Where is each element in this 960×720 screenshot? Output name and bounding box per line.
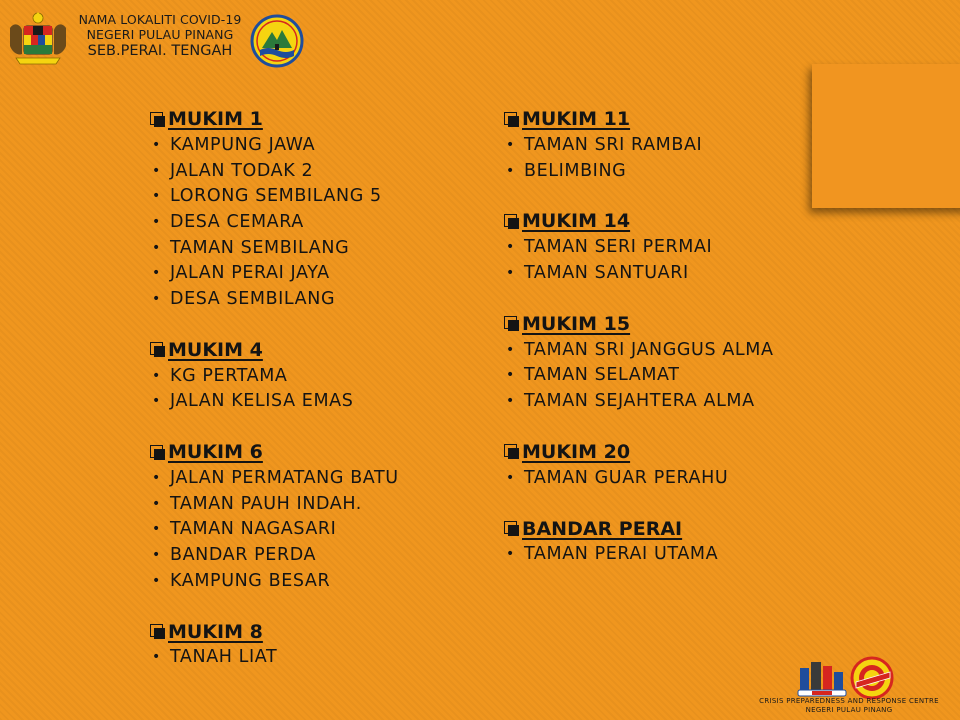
cprc-logo-icon <box>796 658 848 698</box>
footer <box>738 652 960 720</box>
section-title: BANDAR PERAI <box>522 517 683 540</box>
footer-line-1: CRISIS PREPAREDNESS AND RESPONSE CENTRE <box>759 697 939 705</box>
mukim-section <box>504 208 774 285</box>
bullet-icon: • <box>152 495 161 512</box>
locality-name: DESA SEMBILANG <box>170 288 336 309</box>
locality-name: TAMAN PERAI UTAMA <box>524 544 719 565</box>
section-heading <box>150 619 399 645</box>
bullet-icon: • <box>152 547 161 564</box>
list-item <box>150 235 399 261</box>
locality-name: TAMAN SERI PERMAI <box>524 237 713 258</box>
mukim-section <box>504 106 774 183</box>
list-item <box>150 542 399 568</box>
checkbox-bullet-icon <box>504 111 521 128</box>
mukim-section <box>150 439 399 593</box>
section-title: MUKIM 15 <box>522 312 631 335</box>
list-item <box>150 363 399 389</box>
bullet-icon: • <box>506 239 515 256</box>
list-item <box>504 337 774 363</box>
list-item <box>504 234 774 260</box>
list-item <box>150 132 399 158</box>
checkbox-bullet-icon <box>504 315 521 332</box>
header <box>0 0 320 70</box>
bullet-icon: • <box>152 136 161 153</box>
title-block <box>70 12 250 60</box>
list-item <box>150 183 399 209</box>
title-line-3: SEB.PERAI. TENGAH <box>87 43 233 59</box>
list-item <box>504 158 774 184</box>
section-title: MUKIM 20 <box>522 440 631 463</box>
section-title: MUKIM 1 <box>168 108 263 130</box>
locality-name: DESA CEMARA <box>170 211 304 232</box>
list-item <box>504 260 774 286</box>
checkbox-bullet-icon <box>504 213 521 230</box>
list-item <box>150 517 399 543</box>
section-heading <box>504 439 774 465</box>
locality-name: TAMAN NAGASARI <box>170 519 337 540</box>
list-item <box>150 158 399 184</box>
locality-name: TAMAN SANTUARI <box>524 262 689 283</box>
list-item <box>150 389 399 415</box>
section-title: MUKIM 6 <box>168 441 263 464</box>
list-item <box>504 362 774 388</box>
bullet-icon: • <box>506 392 515 409</box>
locality-name: TAMAN SRI JANGGUS ALMA <box>524 339 774 360</box>
bullet-icon: • <box>152 521 161 538</box>
locality-name: TAMAN SELAMAT <box>524 365 680 386</box>
locality-name: TAMAN SRI RAMBAI <box>524 134 703 155</box>
checkbox-bullet-icon <box>150 623 167 640</box>
locality-name: JALAN KELISA EMAS <box>170 391 354 412</box>
section-heading <box>150 337 399 363</box>
section-heading <box>150 106 399 132</box>
locality-name: JALAN TODAK 2 <box>170 160 314 181</box>
mukim-section <box>504 439 774 491</box>
bullet-icon: • <box>152 213 161 230</box>
mukim-section <box>150 337 399 414</box>
bullet-icon: • <box>152 162 161 179</box>
bullet-icon: • <box>152 265 161 282</box>
bullet-icon: • <box>506 546 515 563</box>
bullet-icon: • <box>506 264 515 281</box>
checkbox-bullet-icon <box>150 444 167 461</box>
bullet-icon: • <box>152 470 161 487</box>
list-item <box>150 568 399 594</box>
locality-column-right <box>504 106 774 592</box>
section-title: MUKIM 4 <box>168 338 263 361</box>
bullet-icon: • <box>152 239 161 256</box>
list-item <box>504 465 774 491</box>
title-line-2: NEGERI PULAU PINANG <box>86 27 234 42</box>
checkbox-bullet-icon <box>150 111 167 128</box>
locality-name: KAMPUNG BESAR <box>170 570 331 591</box>
section-heading <box>150 439 399 465</box>
locality-name: TAMAN SEMBILANG <box>170 237 350 258</box>
decorative-panel <box>812 64 960 208</box>
locality-name: JALAN PERAI JAYA <box>170 263 330 284</box>
list-item <box>150 260 399 286</box>
locality-name: KG PERTAMA <box>170 365 288 386</box>
list-item <box>504 132 774 158</box>
section-heading <box>504 311 774 337</box>
mukim-section <box>150 619 399 671</box>
bullet-icon: • <box>506 367 515 384</box>
list-item <box>150 286 399 312</box>
locality-name: TAMAN GUAR PERAHU <box>524 467 729 488</box>
locality-name: KAMPUNG JAWA <box>170 134 316 155</box>
locality-name: BANDAR PERDA <box>170 545 317 566</box>
list-item <box>150 645 399 671</box>
list-item <box>504 388 774 414</box>
coat-of-arms-icon <box>6 10 70 66</box>
mukim-section <box>504 311 774 414</box>
bullet-icon: • <box>152 367 161 384</box>
section-heading <box>504 516 774 542</box>
footer-text <box>738 697 960 715</box>
list-item <box>150 209 399 235</box>
bullet-icon: • <box>506 341 515 358</box>
locality-name: JALAN PERMATANG BATU <box>170 468 399 489</box>
mukim-section <box>504 516 774 568</box>
bullet-icon: • <box>152 572 161 589</box>
bullet-icon: • <box>506 162 515 179</box>
round-badge-icon <box>850 656 894 700</box>
list-item <box>150 465 399 491</box>
checkbox-bullet-icon <box>504 520 521 537</box>
list-item <box>150 491 399 517</box>
bullet-icon: • <box>152 290 161 307</box>
section-title: MUKIM 11 <box>522 108 631 130</box>
list-item <box>504 542 774 568</box>
footer-line-2: NEGERI PULAU PINANG <box>805 706 893 714</box>
bullet-icon: • <box>152 393 161 410</box>
locality-name: BELIMBING <box>524 160 627 181</box>
bullet-icon: • <box>506 469 515 486</box>
bullet-icon: • <box>152 649 161 666</box>
locality-name: TANAH LIAT <box>170 647 278 668</box>
section-heading <box>504 208 774 234</box>
section-title: MUKIM 14 <box>522 210 631 233</box>
mukim-section <box>150 106 399 312</box>
checkbox-bullet-icon <box>150 341 167 358</box>
locality-name: LORONG SEMBILANG 5 <box>170 186 382 207</box>
locality-name: TAMAN PAUH INDAH. <box>170 493 362 514</box>
district-logo-icon <box>250 14 304 68</box>
bullet-icon: • <box>152 188 161 205</box>
checkbox-bullet-icon <box>504 443 521 460</box>
bullet-icon: • <box>506 136 515 153</box>
section-title: MUKIM 8 <box>168 620 263 643</box>
locality-name: TAMAN SEJAHTERA ALMA <box>524 390 755 411</box>
title-line-1: NAMA LOKALITI COVID-19 <box>78 12 242 27</box>
locality-column-left <box>150 106 399 695</box>
section-heading <box>504 106 774 132</box>
